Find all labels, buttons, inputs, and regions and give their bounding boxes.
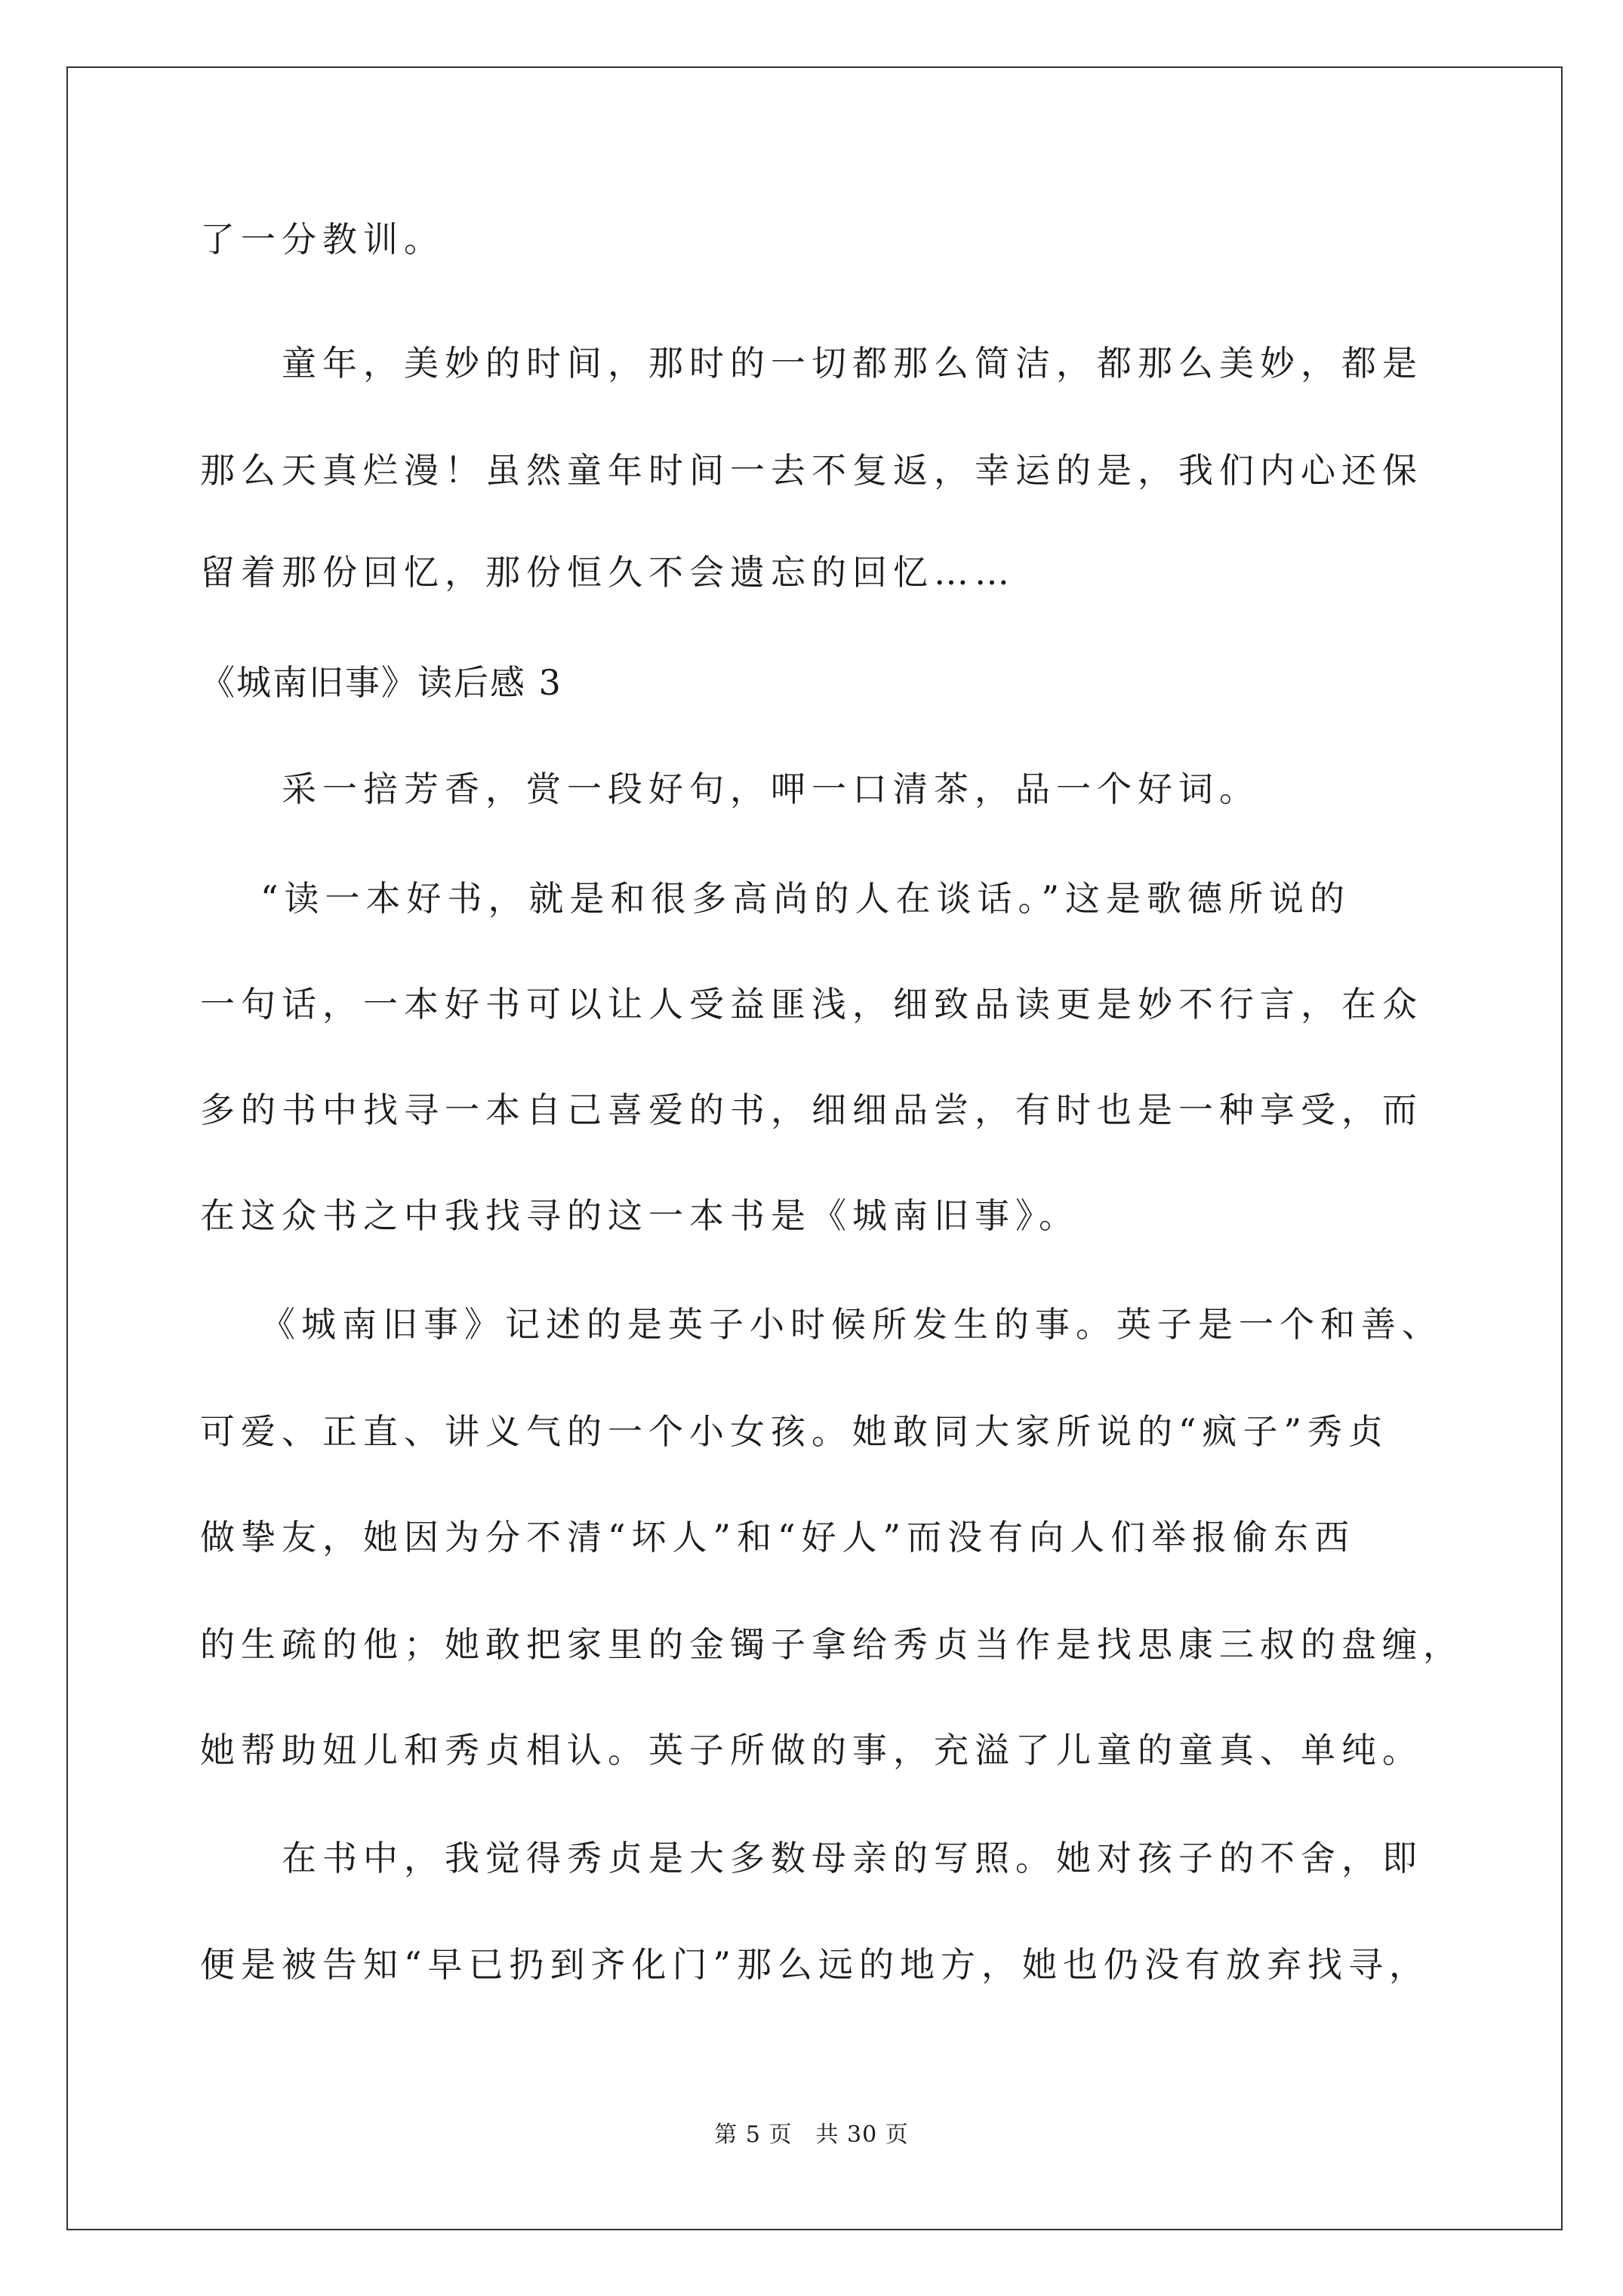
text-line: 在这众书之中我找寻的这一本书是《城南旧事》。 [200, 1195, 1079, 1236]
text-line: 在书中，我觉得秀贞是大多数母亲的写照。她对孩子的不舍，即 [282, 1838, 1423, 1878]
page-border [66, 66, 1563, 2230]
text-line: 那么天真烂漫！虽然童年时间一去不复返，幸运的是，我们内心还保 [200, 450, 1423, 491]
text-line: 便是被告知“早已扔到齐化门”那么远的地方，她也仍没有放弃找寻， [200, 1944, 1431, 1985]
text-line: 可爱、正直、讲义气的一个小女孩。她敢同大家所说的“疯子”秀贞 [200, 1411, 1390, 1452]
text-line: 采一掊芳香，赏一段好句，呷一口清茶，品一个好词。 [282, 769, 1260, 809]
text-line: 留着那份回忆，那份恒久不会遗忘的回忆…… [200, 552, 1015, 593]
text-line: 她帮助妞儿和秀贞相认。英子所做的事，充溢了儿童的童真、单纯。 [200, 1730, 1423, 1771]
text-line: 《城南旧事》记述的是英子小时候所发生的事。英子是一个和善、 [260, 1304, 1443, 1345]
text-line: 多的书中找寻一本自己喜爱的书，细细品尝，有时也是一种享受，而 [200, 1089, 1423, 1130]
text-line: 了一分教训。 [200, 219, 445, 260]
text-line: 童年，美妙的时间，那时的一切都那么简洁，都那么美妙，都是 [282, 343, 1423, 384]
text-line: 一句话，一本好书可以让人受益匪浅，细致品读更是妙不行言，在众 [200, 984, 1423, 1025]
section-heading: 《城南旧事》读后感 3 [200, 662, 562, 703]
page-number-footer: 第 5 页 共 30 页 [714, 2122, 909, 2148]
text-line: 做挚友，她因为分不清“坏人”和“好人”而没有向人们举报偷东西 [200, 1517, 1356, 1558]
text-line: 的生疏的他；她敢把家里的金镯子拿给秀贞当作是找思康三叔的盘缠， [200, 1624, 1464, 1665]
text-line: “读一本好书，就是和很多高尚的人在谈话。”这是歌德所说的 [260, 878, 1351, 919]
